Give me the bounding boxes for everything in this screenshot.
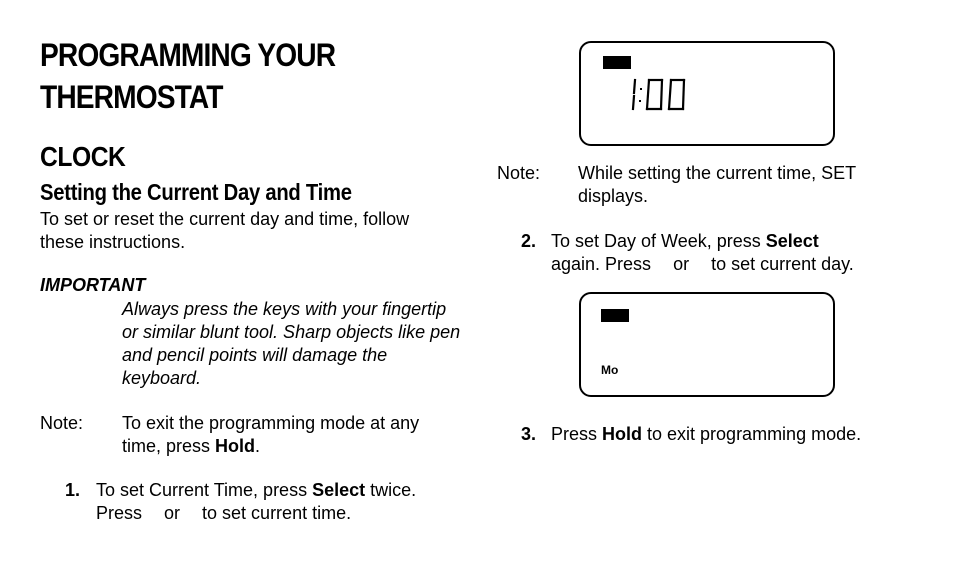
step-1-press: Press xyxy=(96,503,143,523)
note-label: Note: xyxy=(40,413,84,433)
step-1-post: to set current time. xyxy=(202,503,352,523)
important-label: IMPORTANT xyxy=(40,275,146,295)
step-3-pre: Press xyxy=(551,424,603,444)
note-text-post: . xyxy=(255,436,261,456)
note-text xyxy=(122,412,452,458)
step-1-or: or xyxy=(164,503,181,523)
step-1-mid: twice. xyxy=(365,480,417,500)
step-3-bold: Hold xyxy=(602,424,643,444)
page-title xyxy=(40,34,410,118)
set-indicator-icon xyxy=(601,309,629,322)
step-3-post: to exit programming mode. xyxy=(642,424,862,444)
step-2-press: again. Press xyxy=(551,254,652,274)
step-2-or: or xyxy=(673,254,690,274)
step-1-pre: To set Current Time, press xyxy=(96,480,313,500)
lcd-day-label: Mo xyxy=(601,363,619,377)
important-text: Always press the keys with your fingertip or similar blunt tool. Sharp objects like pen and pencil points will damage the keyboard. xyxy=(122,299,461,388)
step-1-text xyxy=(96,479,466,525)
step-2-number: 2. xyxy=(521,231,537,251)
step-2-pre: To set Day of Week, press xyxy=(551,231,766,251)
step-1-number: 1. xyxy=(65,480,81,500)
lcd-display-time xyxy=(579,41,835,146)
lcd-display-day xyxy=(579,292,835,397)
section-heading: CLOCK xyxy=(40,141,126,172)
title-line-1: PROGRAMMING YOUR xyxy=(40,37,336,73)
step-2-bold: Select xyxy=(765,231,819,251)
note-2-label: Note: xyxy=(497,163,541,183)
step-3-text xyxy=(551,423,931,446)
note-bold: Hold xyxy=(215,436,256,456)
subsection-heading: Setting the Current Day and Time xyxy=(40,179,352,205)
step-2-text xyxy=(551,230,931,276)
note-2-text: While setting the current time, SET displays. xyxy=(578,163,856,206)
step-2-post: to set current day. xyxy=(711,254,854,274)
intro-text: To set or reset the current day and time, follow these instructions. xyxy=(40,209,410,252)
lcd-time-digits xyxy=(629,77,699,113)
title-line-2: THERMOSTAT xyxy=(40,79,223,115)
step-3-number: 3. xyxy=(521,424,537,444)
step-1-bold: Select xyxy=(312,480,366,500)
set-indicator-icon xyxy=(603,56,631,69)
note-text-pre: To exit the programming mode at any time, press xyxy=(122,413,420,456)
